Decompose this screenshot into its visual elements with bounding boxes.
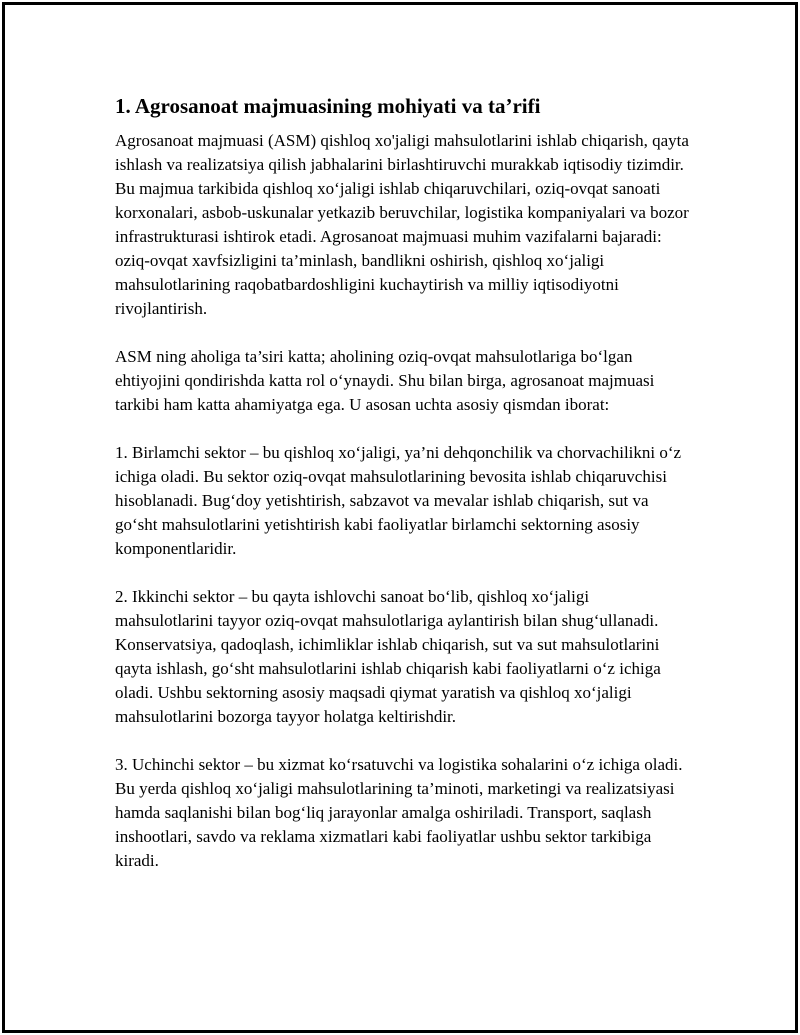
paragraph-tertiary-sector: 3. Uchinchi sektor – bu xizmat ko‘rsatuvchi va logistika sohalarini o‘z ichiga oladi. Bu yerda qishloq xo‘jaligi mahsulotlarining ta’minoti, marketingi va realizatsiyasi hamda saqlanishi bilan bog‘liq jarayonlar amalga oshiriladi. Transport, saqlash inshootlari, savdo va reklama xizmatlari kabi faoliyatlar ushbu sektor tarkibiga kiradi.	[115, 755, 683, 870]
section-heading: 1. Agrosanoat majmuasining mohiyati va ta’rifi	[115, 94, 541, 118]
document-body	[115, 92, 690, 897]
paragraph-secondary-sector: 2. Ikkinchi sektor – bu qayta ishlovchi sanoat bo‘lib, qishloq xo‘jaligi mahsulotlarini tayyor oziq-ovqat mahsulotlariga aylantirish bilan shug‘ullanadi. Konservatsiya, qadoqlash, ichimliklar ishlab chiqarish, sut va sut mahsulotlarini qayta ishlash, go‘sht mahsulotlarini ishlab chiqarish kabi faoliyatlarni o‘z ichiga oladi. Ushbu sektorning asosiy maqsadi qiymat yaratish va qishloq xo‘jaligi mahsulotlarini bozorga tayyor holatga keltirishdir.	[115, 587, 661, 726]
paragraph-structure: ASM ning aholiga ta’siri katta; aholining oziq-ovqat mahsulotlariga bo‘lgan ehtiyojini qondirishda katta rol o‘ynaydi. Shu bilan birga, agrosanoat majmuasi tarkibi ham katta ahamiyatga ega. U asosan uchta asosiy qismdan iborat:	[115, 347, 655, 414]
paragraph-intro: Agrosanoat majmuasi (ASM) qishloq xo'jaligi mahsulotlarini ishlab chiqarish, qayta ishlash va realizatsiya qilish jabhalarini birlashtiruvchi murakkab iqtisodiy tizimdir. Bu majmua tarkibida qishloq xo‘jaligi ishlab chiqaruvchilari, oziq-ovqat sanoati korxonalari, asbob-uskunalar yetkazib beruvchilar, logistika kompaniyalari va bozor infrastrukturasi ishtirok etadi. Agrosanoat majmuasi muhim vazifalarni bajaradi: oziq-ovqat xavfsizligini ta’minlash, bandlikni oshirish, qishloq xo‘jaligi mahsulotlarining raqobatbardoshligini kuchaytirish va milliy iqtisodiyotni rivojlantirish.	[115, 131, 689, 318]
paragraph-primary-sector: 1. Birlamchi sektor – bu qishloq xo‘jaligi, ya’ni dehqonchilik va chorvachilikni o‘z ichiga oladi. Bu sektor oziq-ovqat mahsulotlarining bevosita ishlab chiqaruvchisi hisoblanadi. Bug‘doy yetishtirish, sabzavot va mevalar ishlab chiqarish, sut va go‘sht mahsulotlarini yetishtirish kabi faoliyatlar birlamchi sektorning asosiy komponentlaridir.	[115, 443, 682, 558]
